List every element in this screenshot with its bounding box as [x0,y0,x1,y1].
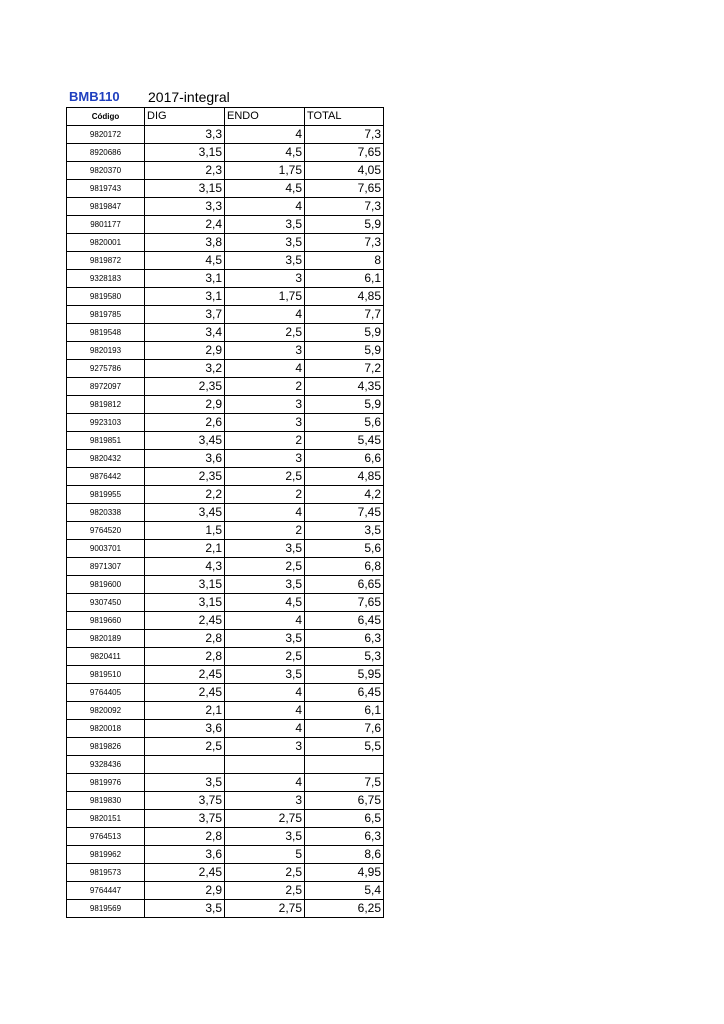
endo-cell: 4 [225,684,305,702]
dig-cell: 3,15 [145,594,225,612]
table-row [67,450,384,468]
table-row [67,252,384,270]
codigo-cell: 9307450 [67,594,145,612]
total-cell: 5,45 [305,432,384,450]
endo-cell: 2,75 [225,900,305,918]
endo-cell: 3 [225,414,305,432]
endo-cell: 4 [225,720,305,738]
codigo-cell: 9819812 [67,396,145,414]
table-row [67,792,384,810]
dig-cell: 2,45 [145,684,225,702]
codigo-cell: 9764405 [67,684,145,702]
total-cell: 4,35 [305,378,384,396]
dig-cell: 3,75 [145,792,225,810]
codigo-cell: 9819785 [67,306,145,324]
total-cell: 6,5 [305,810,384,828]
table-row [67,576,384,594]
table-row [67,810,384,828]
total-cell: 5,9 [305,396,384,414]
dig-cell: 2,3 [145,162,225,180]
endo-cell: 4 [225,126,305,144]
dig-cell: 2,4 [145,216,225,234]
codigo-cell: 9820018 [67,720,145,738]
endo-cell: 1,75 [225,288,305,306]
total-cell: 5,4 [305,882,384,900]
dig-cell: 2,45 [145,612,225,630]
endo-cell: 2,5 [225,864,305,882]
codigo-cell: 9819573 [67,864,145,882]
table-row [67,774,384,792]
endo-cell: 3 [225,792,305,810]
total-cell: 3,5 [305,522,384,540]
codigo-cell: 9819548 [67,324,145,342]
total-cell: 4,95 [305,864,384,882]
table-row [67,558,384,576]
endo-cell: 3,5 [225,630,305,648]
total-cell: 5,6 [305,540,384,558]
total-cell: 7,3 [305,234,384,252]
codigo-cell: 9820193 [67,342,145,360]
dig-cell: 3,3 [145,126,225,144]
dig-cell: 3,2 [145,360,225,378]
dig-cell: 1,5 [145,522,225,540]
table-row [67,306,384,324]
endo-cell: 2,75 [225,810,305,828]
codigo-cell: 9003701 [67,540,145,558]
codigo-cell: 9819872 [67,252,145,270]
table-row [67,270,384,288]
codigo-cell: 9820338 [67,504,145,522]
total-cell: 6,3 [305,630,384,648]
table-row [67,882,384,900]
dig-cell: 3,15 [145,576,225,594]
dig-cell: 2,35 [145,468,225,486]
codigo-cell: 9275786 [67,360,145,378]
dig-cell: 3,5 [145,774,225,792]
header-endo: ENDO [225,108,305,126]
dig-cell: 3,5 [145,900,225,918]
codigo-cell: 8972097 [67,378,145,396]
endo-cell: 2,5 [225,324,305,342]
dig-cell: 2,2 [145,486,225,504]
total-cell: 5,95 [305,666,384,684]
table-row [67,540,384,558]
endo-cell: 4 [225,198,305,216]
total-cell: 6,45 [305,684,384,702]
dig-cell: 2,1 [145,702,225,720]
codigo-cell: 9923103 [67,414,145,432]
dig-cell: 3,4 [145,324,225,342]
total-cell: 5,9 [305,342,384,360]
endo-cell [225,756,305,774]
table-row [67,198,384,216]
codigo-cell: 9801177 [67,216,145,234]
codigo-cell: 9328183 [67,270,145,288]
table-row [67,846,384,864]
codigo-cell: 9819743 [67,180,145,198]
endo-cell: 2 [225,432,305,450]
codigo-cell: 9328436 [67,756,145,774]
table-row [67,504,384,522]
total-cell: 7,65 [305,594,384,612]
table-row [67,900,384,918]
endo-cell: 4,5 [225,180,305,198]
course-subtitle: 2017-integral [148,89,230,105]
codigo-cell: 9819660 [67,612,145,630]
table-row [67,720,384,738]
total-cell: 6,45 [305,612,384,630]
endo-cell: 4,5 [225,594,305,612]
total-cell: 6,1 [305,702,384,720]
dig-cell: 2,45 [145,864,225,882]
total-cell [305,756,384,774]
endo-cell: 3,5 [225,540,305,558]
endo-cell: 3,5 [225,666,305,684]
codigo-cell: 8920686 [67,144,145,162]
dig-cell: 2,9 [145,342,225,360]
total-cell: 5,9 [305,216,384,234]
dig-cell: 4,5 [145,252,225,270]
table-row [67,756,384,774]
table-row [67,648,384,666]
codigo-cell: 9819976 [67,774,145,792]
endo-cell: 3,5 [225,828,305,846]
table-row [67,180,384,198]
total-cell: 4,85 [305,288,384,306]
total-cell: 6,3 [305,828,384,846]
endo-cell: 4,5 [225,144,305,162]
total-cell: 6,75 [305,792,384,810]
endo-cell: 4 [225,360,305,378]
total-cell: 8 [305,252,384,270]
endo-cell: 3,5 [225,576,305,594]
codigo-cell: 9820370 [67,162,145,180]
table-row [67,432,384,450]
endo-cell: 5 [225,846,305,864]
total-cell: 5,9 [305,324,384,342]
dig-cell: 2,6 [145,414,225,432]
endo-cell: 3,5 [225,234,305,252]
codigo-cell: 9819830 [67,792,145,810]
table-row [67,684,384,702]
codigo-cell: 9820411 [67,648,145,666]
dig-cell: 3,3 [145,198,225,216]
table-row [67,612,384,630]
endo-cell: 3,5 [225,252,305,270]
codigo-cell: 8971307 [67,558,145,576]
total-cell: 7,5 [305,774,384,792]
grades-table [66,107,384,918]
dig-cell: 2,8 [145,648,225,666]
dig-cell: 2,45 [145,666,225,684]
endo-cell: 4 [225,774,305,792]
codigo-cell: 9819955 [67,486,145,504]
table-row [67,216,384,234]
total-cell: 5,3 [305,648,384,666]
sheet-title [68,88,388,106]
table-row [67,702,384,720]
total-cell: 6,6 [305,450,384,468]
codigo-cell: 9820151 [67,810,145,828]
total-cell: 7,65 [305,180,384,198]
table-row [67,522,384,540]
total-cell: 4,05 [305,162,384,180]
endo-cell: 1,75 [225,162,305,180]
table-row [67,630,384,648]
total-cell: 7,3 [305,198,384,216]
table-row [67,126,384,144]
dig-cell: 3,45 [145,432,225,450]
table-row [67,288,384,306]
dig-cell: 2,5 [145,738,225,756]
table-row [67,162,384,180]
endo-cell: 2 [225,486,305,504]
endo-cell: 3 [225,450,305,468]
endo-cell: 2,5 [225,468,305,486]
endo-cell: 3,5 [225,216,305,234]
codigo-cell: 9819569 [67,900,145,918]
table-row [67,468,384,486]
endo-cell: 4 [225,702,305,720]
endo-cell: 3 [225,270,305,288]
table-row [67,864,384,882]
total-cell: 8,6 [305,846,384,864]
endo-cell: 4 [225,612,305,630]
endo-cell: 3 [225,342,305,360]
total-cell: 5,6 [305,414,384,432]
total-cell: 7,65 [305,144,384,162]
total-cell: 7,3 [305,126,384,144]
codigo-cell: 9820172 [67,126,145,144]
total-cell: 6,8 [305,558,384,576]
total-cell: 6,1 [305,270,384,288]
table-row [67,396,384,414]
codigo-cell: 9820189 [67,630,145,648]
dig-cell: 3,6 [145,720,225,738]
dig-cell: 2,8 [145,630,225,648]
table-row [67,144,384,162]
endo-cell: 4 [225,306,305,324]
dig-cell [145,756,225,774]
total-cell: 6,65 [305,576,384,594]
table-row [67,738,384,756]
dig-cell: 3,15 [145,180,225,198]
dig-cell: 2,9 [145,882,225,900]
course-code: BMB110 [69,89,120,104]
table-row [67,828,384,846]
codigo-cell: 9820001 [67,234,145,252]
codigo-cell: 9819826 [67,738,145,756]
total-cell: 7,2 [305,360,384,378]
dig-cell: 3,75 [145,810,225,828]
codigo-cell: 9764447 [67,882,145,900]
table-row [67,414,384,432]
endo-cell: 2,5 [225,648,305,666]
codigo-cell: 9819580 [67,288,145,306]
codigo-cell: 9764513 [67,828,145,846]
dig-cell: 2,1 [145,540,225,558]
dig-cell: 3,6 [145,450,225,468]
dig-cell: 3,45 [145,504,225,522]
endo-cell: 2 [225,378,305,396]
total-cell: 4,85 [305,468,384,486]
header-codigo: Código [67,108,145,126]
table-row [67,378,384,396]
dig-cell: 4,3 [145,558,225,576]
dig-cell: 2,35 [145,378,225,396]
total-cell: 7,45 [305,504,384,522]
dig-cell: 3,6 [145,846,225,864]
dig-cell: 2,8 [145,828,225,846]
header-row [67,108,384,126]
table-row [67,594,384,612]
header-dig: DIG [145,108,225,126]
table-row [67,324,384,342]
total-cell: 7,7 [305,306,384,324]
total-cell: 7,6 [305,720,384,738]
endo-cell: 2,5 [225,882,305,900]
codigo-cell: 9819847 [67,198,145,216]
dig-cell: 3,15 [145,144,225,162]
table-row [67,486,384,504]
codigo-cell: 9820432 [67,450,145,468]
endo-cell: 2,5 [225,558,305,576]
endo-cell: 3 [225,738,305,756]
dig-cell: 3,7 [145,306,225,324]
endo-cell: 2 [225,522,305,540]
codigo-cell: 9764520 [67,522,145,540]
total-cell: 4,2 [305,486,384,504]
dig-cell: 2,9 [145,396,225,414]
table-row [67,360,384,378]
dig-cell: 3,1 [145,270,225,288]
codigo-cell: 9819510 [67,666,145,684]
total-cell: 5,5 [305,738,384,756]
codigo-cell: 9819600 [67,576,145,594]
codigo-cell: 9820092 [67,702,145,720]
table-row [67,234,384,252]
codigo-cell: 9819851 [67,432,145,450]
table-row [67,666,384,684]
codigo-cell: 9819962 [67,846,145,864]
dig-cell: 3,8 [145,234,225,252]
endo-cell: 3 [225,396,305,414]
header-total: TOTAL [305,108,384,126]
codigo-cell: 9876442 [67,468,145,486]
dig-cell: 3,1 [145,288,225,306]
grades-body [67,126,384,918]
endo-cell: 4 [225,504,305,522]
total-cell: 6,25 [305,900,384,918]
table-row [67,342,384,360]
